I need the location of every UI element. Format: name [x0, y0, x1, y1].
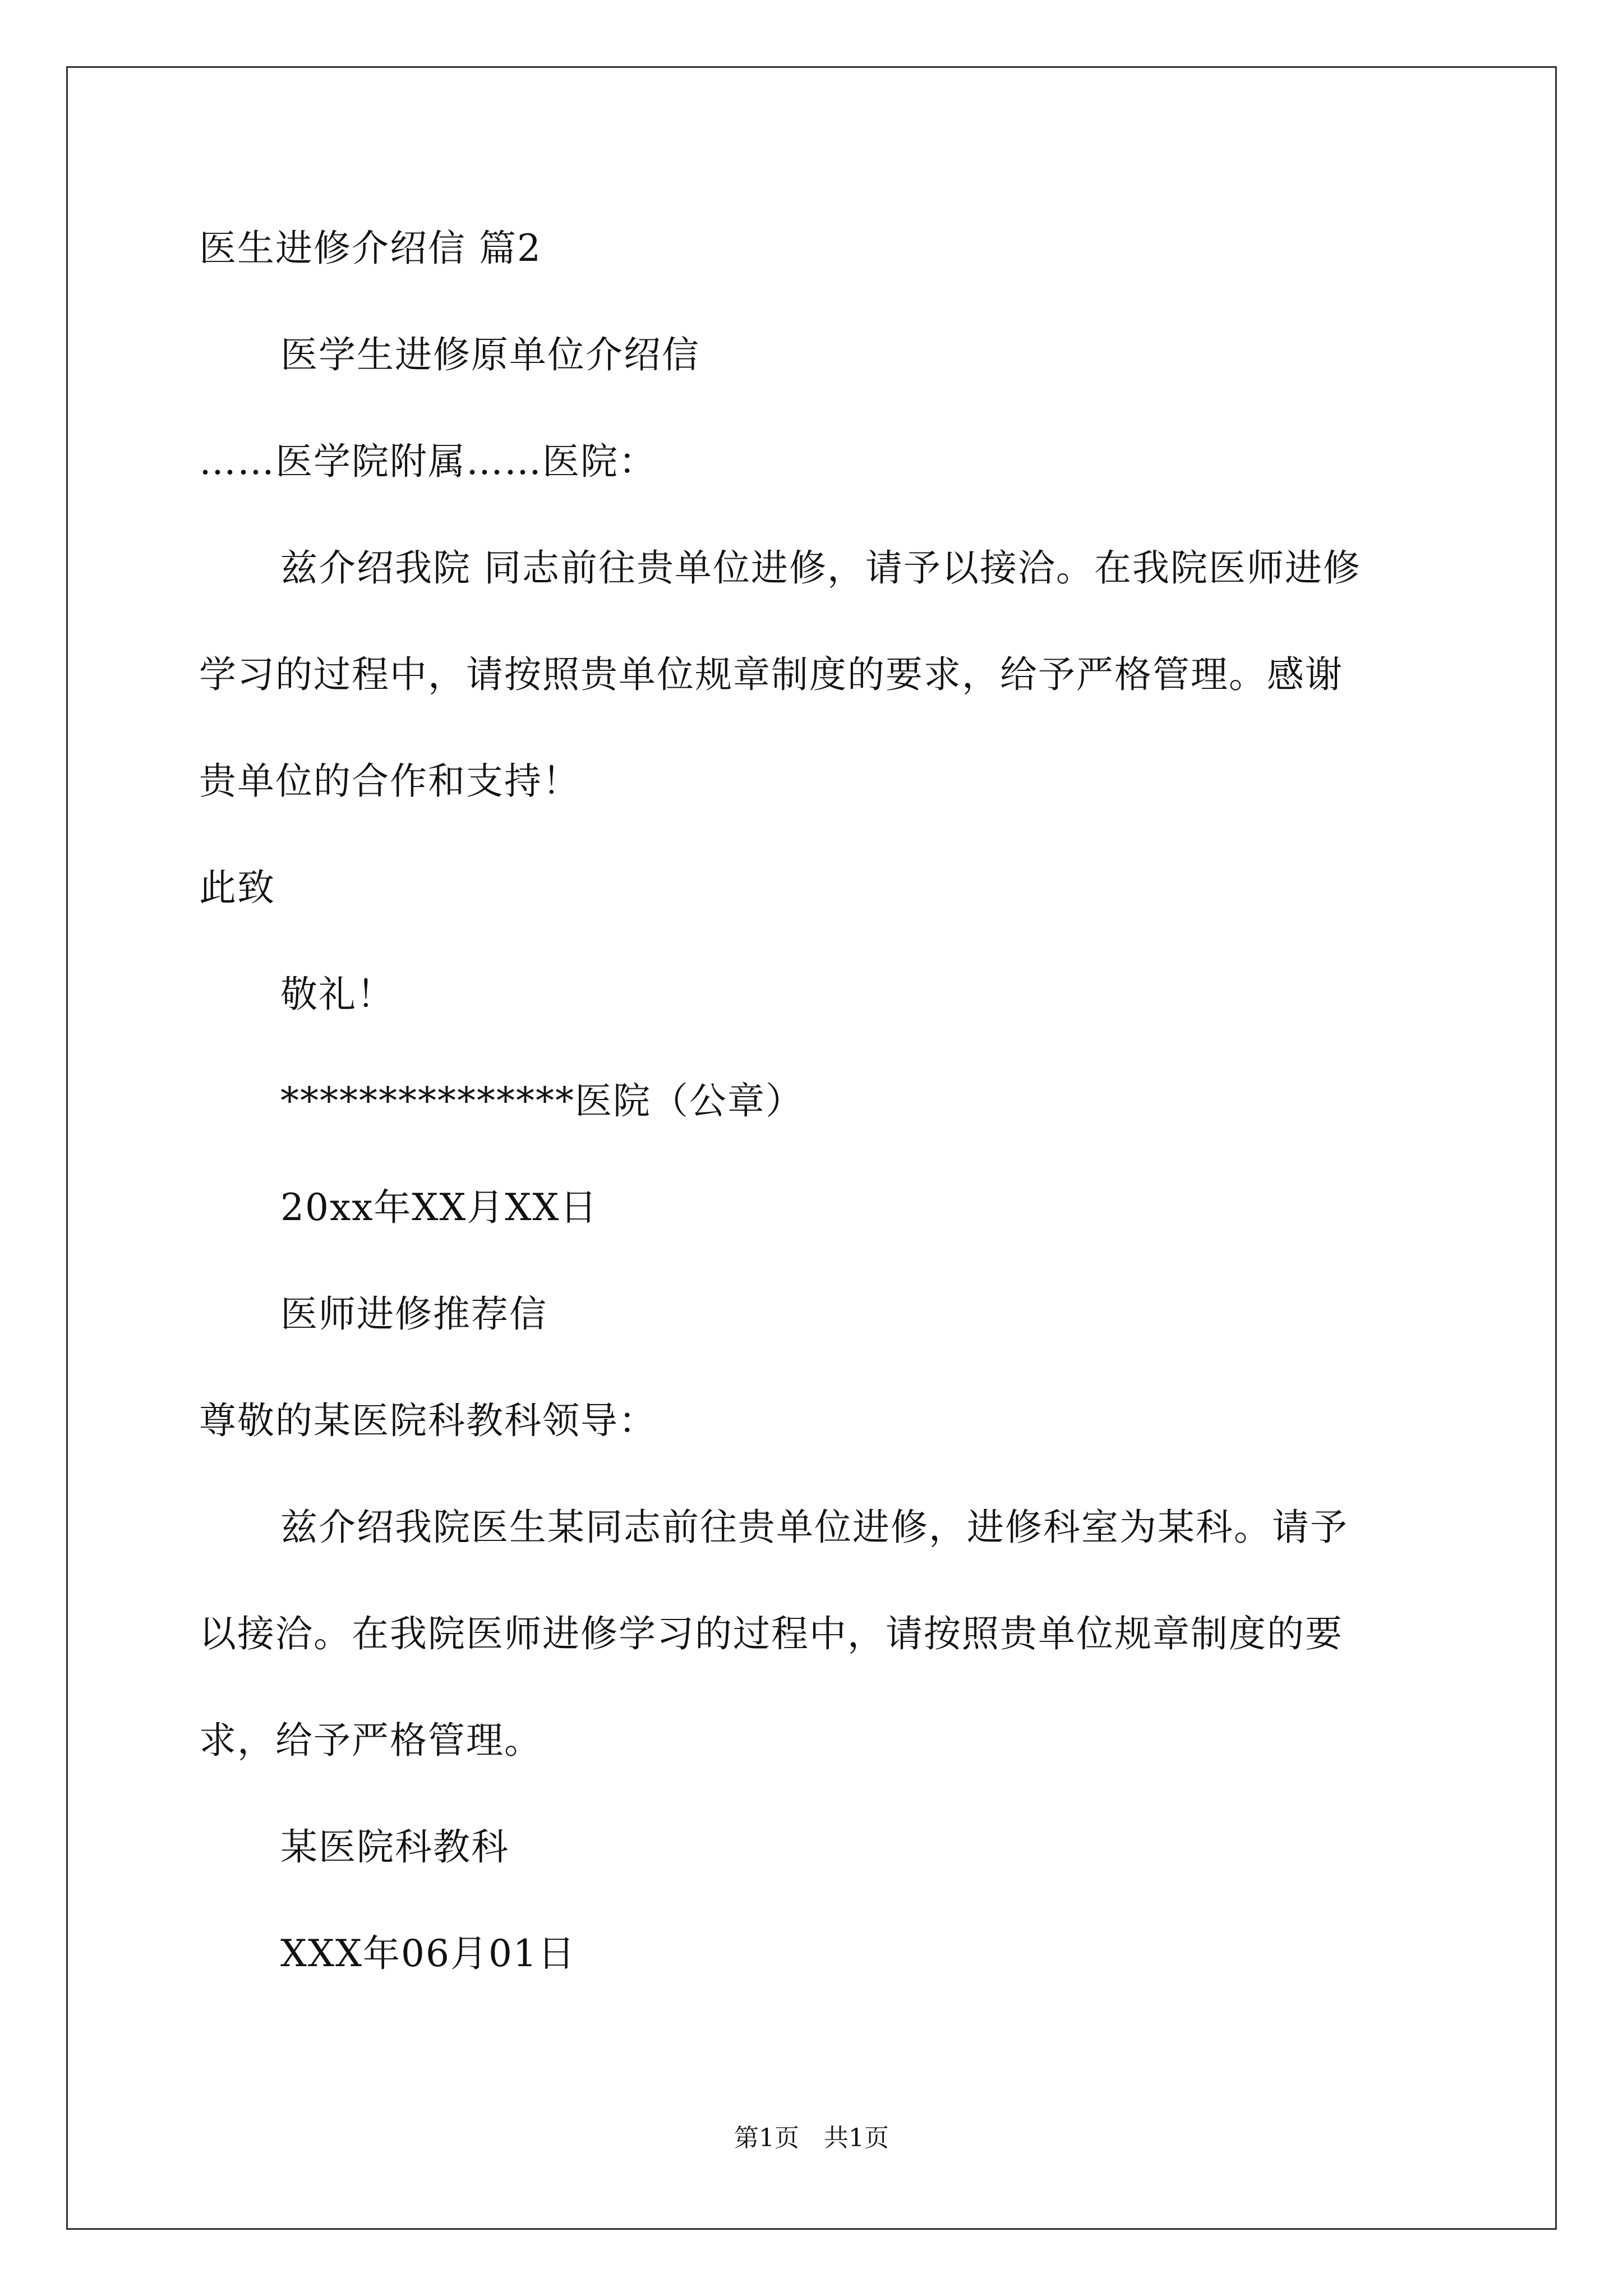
- page-border: [66, 66, 1557, 2230]
- letter1-regards: 敬礼！: [280, 973, 395, 1016]
- letter2-date: XXX年06月01日: [280, 1932, 576, 1975]
- letter1-body-line: 学习的过程中，请按照贵单位规章制度的要求，给予严格管理。感谢: [199, 653, 1343, 696]
- letter1-salutation: ……医学院附属……医院：: [199, 440, 657, 483]
- letter2-salutation: 尊敬的某医院科教科领导：: [199, 1399, 657, 1442]
- letter2-body-line: 以接洽。在我院医师进修学习的过程中，请按照贵单位规章制度的要: [199, 1612, 1343, 1655]
- letter2-body-line: 求，给予严格管理。: [199, 1719, 542, 1762]
- letter1-heading: 医学生进修原单位介绍信: [280, 333, 700, 376]
- letter2-signature: 某医院科教科: [280, 1825, 509, 1869]
- letter1-closing: 此致: [199, 866, 275, 909]
- letter1-signature: ***************医院（公章）: [280, 1079, 804, 1122]
- page-footer: 第1页 共1页: [734, 2124, 889, 2152]
- letter1-body-line: 兹介绍我院 同志前往贵单位进修，请予以接洽。在我院医师进修: [280, 546, 1361, 590]
- letter2-heading: 医师进修推荐信: [280, 1292, 547, 1336]
- document-title: 医生进修介绍信 篇2: [199, 227, 542, 270]
- letter1-body-line: 贵单位的合作和支持！: [199, 760, 580, 803]
- letter2-body-line: 兹介绍我院医生某同志前往贵单位进修，进修科室为某科。请予: [280, 1506, 1348, 1549]
- letter1-date: 20xx年XX月XX日: [280, 1186, 598, 1229]
